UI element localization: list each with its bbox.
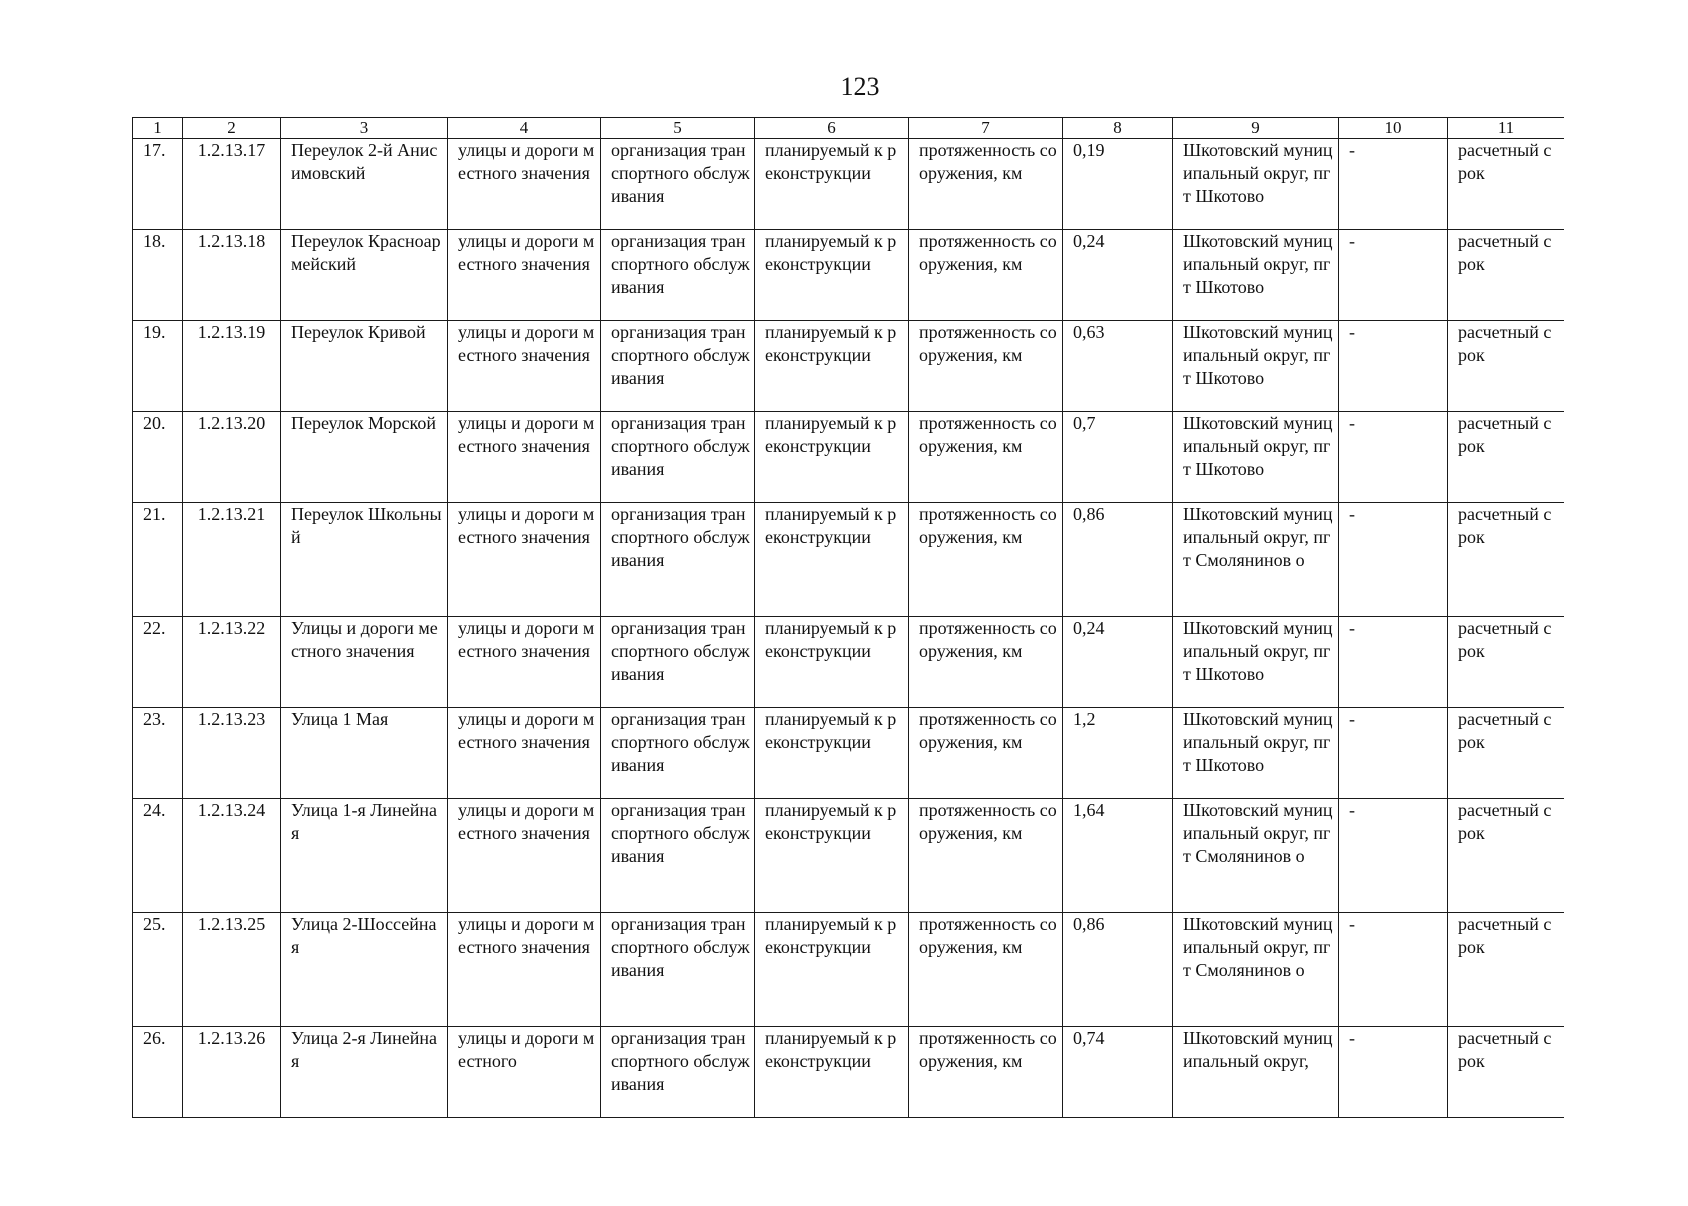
object-status-cell: планируемый к реконструкции (755, 617, 909, 708)
object-purpose-cell: организация транспортного обслуживания (601, 913, 755, 1027)
value-cell: 0,63 (1063, 321, 1173, 412)
table-row (133, 617, 1565, 708)
column-number: 11 (1448, 118, 1565, 139)
zone-cell: - (1339, 230, 1448, 321)
characteristic-cell: протяженность сооружения, км (909, 708, 1063, 799)
value-cell: 1,2 (1063, 708, 1173, 799)
characteristic-cell: протяженность сооружения, км (909, 617, 1063, 708)
object-type-cell: улицы и дороги местного значения (448, 321, 601, 412)
zone-cell: - (1339, 503, 1448, 617)
value-cell: 0,19 (1063, 139, 1173, 230)
object-status-cell: планируемый к реконструкции (755, 230, 909, 321)
zone-cell: - (1339, 412, 1448, 503)
characteristic-cell: протяженность сооружения, км (909, 139, 1063, 230)
zone-cell: - (1339, 708, 1448, 799)
column-number: 7 (909, 118, 1063, 139)
value-cell: 0,86 (1063, 913, 1173, 1027)
object-name-cell: Улица 2-Шоссейная (281, 913, 448, 1027)
table-body (133, 118, 1565, 1118)
row-number-cell: 17. (133, 139, 183, 230)
object-purpose-cell: организация транспортного обслуживания (601, 139, 755, 230)
row-number-cell: 21. (133, 503, 183, 617)
table-row (133, 321, 1565, 412)
location-cell: Шкотовский муниципальный округ, пгт Шкотово (1173, 708, 1339, 799)
term-cell: расчетный срок (1448, 1027, 1565, 1118)
term-cell: расчетный срок (1448, 913, 1565, 1027)
location-cell: Шкотовский муниципальный округ, пгт Шкотово (1173, 230, 1339, 321)
column-number: 5 (601, 118, 755, 139)
term-cell: расчетный срок (1448, 799, 1565, 913)
object-name-cell: Переулок Морской (281, 412, 448, 503)
characteristic-cell: протяженность сооружения, км (909, 230, 1063, 321)
location-cell: Шкотовский муниципальный округ, пгт Смолянинов о (1173, 503, 1339, 617)
location-cell: Шкотовский муниципальный округ, (1173, 1027, 1339, 1118)
object-name-cell: Переулок Кривой (281, 321, 448, 412)
object-type-cell: улицы и дороги местного значения (448, 913, 601, 1027)
object-purpose-cell: организация транспортного обслуживания (601, 617, 755, 708)
zone-cell: - (1339, 321, 1448, 412)
location-cell: Шкотовский муниципальный округ, пгт Смолянинов о (1173, 913, 1339, 1027)
object-status-cell: планируемый к реконструкции (755, 412, 909, 503)
table-row (133, 799, 1565, 913)
row-number-cell: 22. (133, 617, 183, 708)
column-number: 1 (133, 118, 183, 139)
object-name-cell: Переулок Красноармейский (281, 230, 448, 321)
term-cell: расчетный срок (1448, 230, 1565, 321)
object-name-cell: Улицы и дороги местного значения (281, 617, 448, 708)
object-purpose-cell: организация транспортного обслуживания (601, 799, 755, 913)
object-status-cell: планируемый к реконструкции (755, 503, 909, 617)
row-number-cell: 26. (133, 1027, 183, 1118)
value-cell: 0,86 (1063, 503, 1173, 617)
object-purpose-cell: организация транспортного обслуживания (601, 1027, 755, 1118)
zone-cell: - (1339, 139, 1448, 230)
object-status-cell: планируемый к реконструкции (755, 139, 909, 230)
object-code-cell: 1.2.13.17 (183, 139, 281, 230)
table-row (133, 913, 1565, 1027)
zone-cell: - (1339, 799, 1448, 913)
term-cell: расчетный срок (1448, 503, 1565, 617)
object-code-cell: 1.2.13.24 (183, 799, 281, 913)
object-code-cell: 1.2.13.21 (183, 503, 281, 617)
object-purpose-cell: организация транспортного обслуживания (601, 321, 755, 412)
object-purpose-cell: организация транспортного обслуживания (601, 708, 755, 799)
object-type-cell: улицы и дороги местного значения (448, 799, 601, 913)
column-number: 9 (1173, 118, 1339, 139)
table-row (133, 503, 1565, 617)
object-code-cell: 1.2.13.20 (183, 412, 281, 503)
row-number-cell: 18. (133, 230, 183, 321)
characteristic-cell: протяженность сооружения, км (909, 503, 1063, 617)
object-purpose-cell: организация транспортного обслуживания (601, 503, 755, 617)
object-type-cell: улицы и дороги местного (448, 1027, 601, 1118)
row-number-cell: 20. (133, 412, 183, 503)
term-cell: расчетный срок (1448, 412, 1565, 503)
object-code-cell: 1.2.13.22 (183, 617, 281, 708)
row-number-cell: 23. (133, 708, 183, 799)
object-code-cell: 1.2.13.26 (183, 1027, 281, 1118)
zone-cell: - (1339, 1027, 1448, 1118)
object-type-cell: улицы и дороги местного значения (448, 503, 601, 617)
table-row (133, 1027, 1565, 1118)
object-type-cell: улицы и дороги местного значения (448, 708, 601, 799)
value-cell: 0,7 (1063, 412, 1173, 503)
object-status-cell: планируемый к реконструкции (755, 913, 909, 1027)
zone-cell: - (1339, 617, 1448, 708)
object-name-cell: Переулок Школьный (281, 503, 448, 617)
object-code-cell: 1.2.13.25 (183, 913, 281, 1027)
page-number: 123 (840, 72, 880, 101)
value-cell: 1,64 (1063, 799, 1173, 913)
object-status-cell: планируемый к реконструкции (755, 1027, 909, 1118)
object-purpose-cell: организация транспортного обслуживания (601, 230, 755, 321)
column-number-row (133, 118, 1565, 139)
term-cell: расчетный срок (1448, 321, 1565, 412)
value-cell: 0,74 (1063, 1027, 1173, 1118)
column-number: 10 (1339, 118, 1448, 139)
value-cell: 0,24 (1063, 617, 1173, 708)
row-number-cell: 25. (133, 913, 183, 1027)
row-number-cell: 19. (133, 321, 183, 412)
column-number: 4 (448, 118, 601, 139)
object-name-cell: Улица 1-я Линейная (281, 799, 448, 913)
object-status-cell: планируемый к реконструкции (755, 321, 909, 412)
table-container (132, 117, 1564, 1206)
object-type-cell: улицы и дороги местного значения (448, 617, 601, 708)
object-purpose-cell: организация транспортного обслуживания (601, 412, 755, 503)
characteristic-cell: протяженность сооружения, км (909, 412, 1063, 503)
term-cell: расчетный срок (1448, 139, 1565, 230)
characteristic-cell: протяженность сооружения, км (909, 321, 1063, 412)
table-row (133, 139, 1565, 230)
characteristic-cell: протяженность сооружения, км (909, 799, 1063, 913)
location-cell: Шкотовский муниципальный округ, пгт Смолянинов о (1173, 799, 1339, 913)
column-number: 6 (755, 118, 909, 139)
location-cell: Шкотовский муниципальный округ, пгт Шкотово (1173, 139, 1339, 230)
object-name-cell: Улица 1 Мая (281, 708, 448, 799)
column-number: 2 (183, 118, 281, 139)
term-cell: расчетный срок (1448, 617, 1565, 708)
object-status-cell: планируемый к реконструкции (755, 799, 909, 913)
object-code-cell: 1.2.13.18 (183, 230, 281, 321)
column-number: 8 (1063, 118, 1173, 139)
object-code-cell: 1.2.13.19 (183, 321, 281, 412)
zone-cell: - (1339, 913, 1448, 1027)
location-cell: Шкотовский муниципальный округ, пгт Шкотово (1173, 321, 1339, 412)
characteristic-cell: протяженность сооружения, км (909, 913, 1063, 1027)
column-number: 3 (281, 118, 448, 139)
row-number-cell: 24. (133, 799, 183, 913)
object-name-cell: Переулок 2-й Анисимовский (281, 139, 448, 230)
characteristic-cell: протяженность сооружения, км (909, 1027, 1063, 1118)
objects-table (132, 117, 1564, 1118)
location-cell: Шкотовский муниципальный округ, пгт Шкотово (1173, 412, 1339, 503)
object-type-cell: улицы и дороги местного значения (448, 412, 601, 503)
value-cell: 0,24 (1063, 230, 1173, 321)
object-type-cell: улицы и дороги местного значения (448, 139, 601, 230)
object-code-cell: 1.2.13.23 (183, 708, 281, 799)
object-type-cell: улицы и дороги местного значения (448, 230, 601, 321)
object-name-cell: Улица 2-я Линейная (281, 1027, 448, 1118)
table-row (133, 708, 1565, 799)
table-row (133, 412, 1565, 503)
location-cell: Шкотовский муниципальный округ, пгт Шкотово (1173, 617, 1339, 708)
term-cell: расчетный срок (1448, 708, 1565, 799)
object-status-cell: планируемый к реконструкции (755, 708, 909, 799)
table-row (133, 230, 1565, 321)
